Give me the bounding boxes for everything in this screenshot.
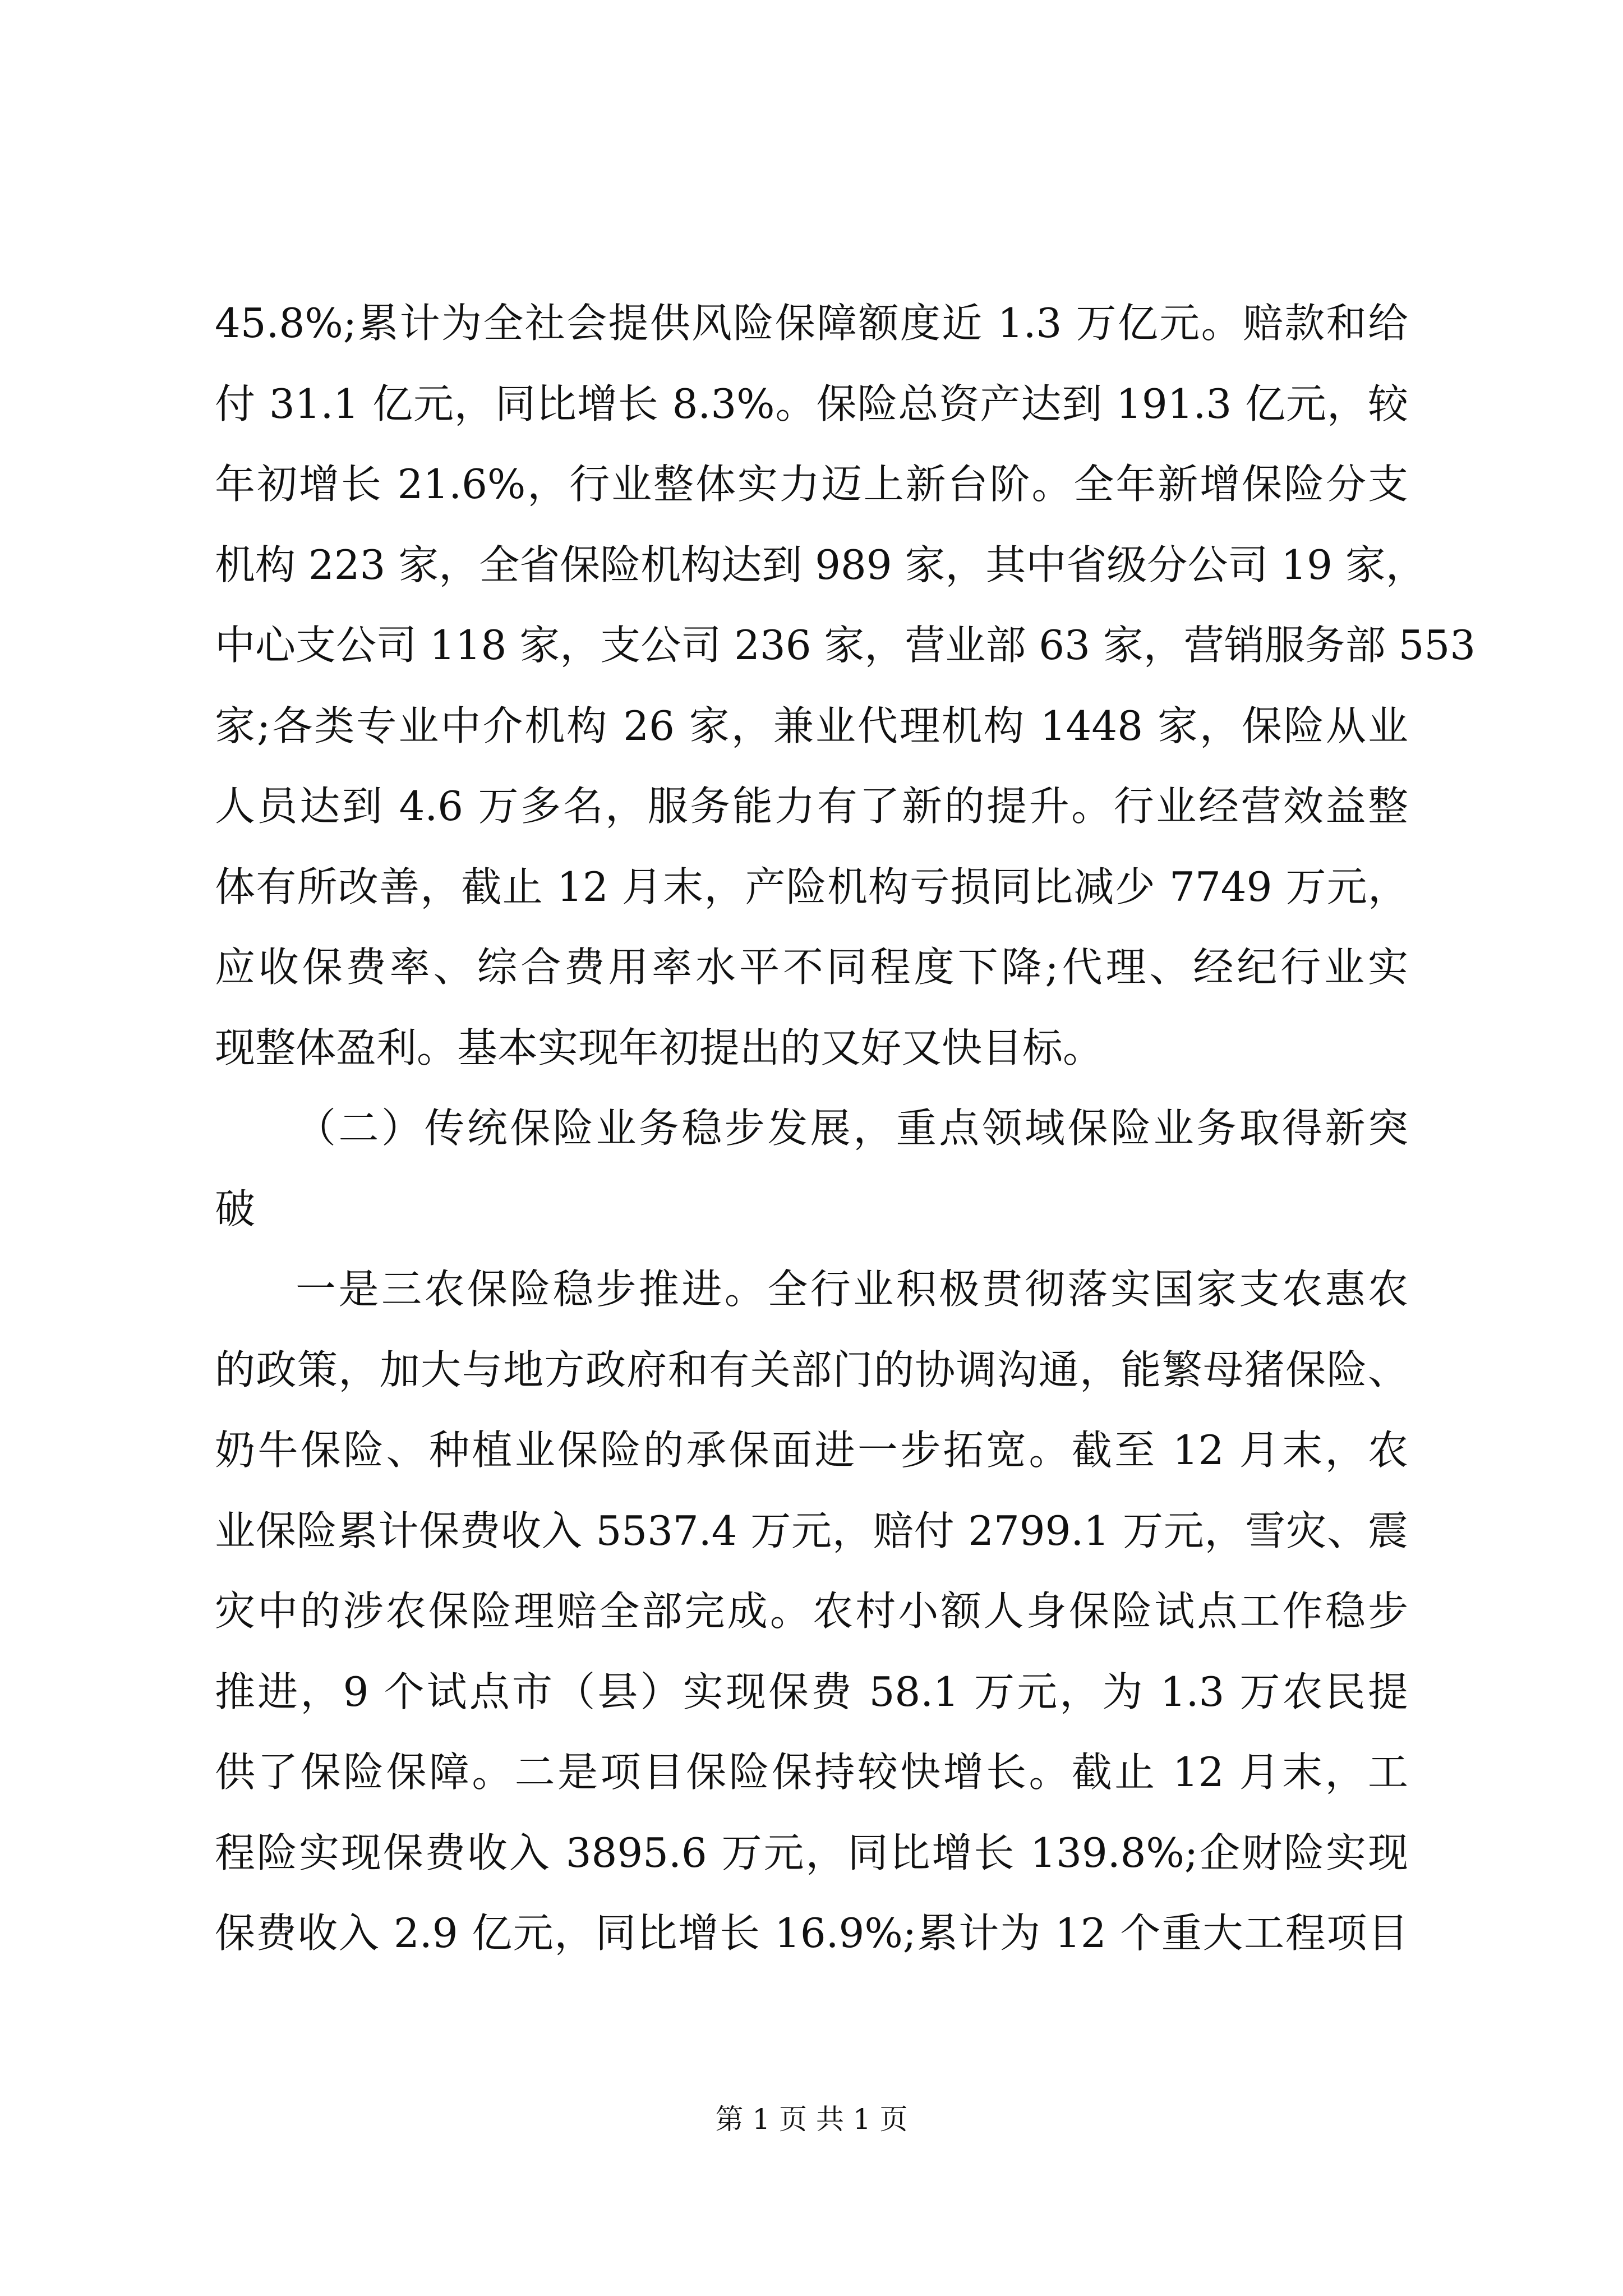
text-line: 付 31.1 亿元，同比增长 8.3%。保险总资产达到 191.3 亿元，较 bbox=[215, 380, 1408, 427]
text-line: 体有所改善，截止 12 月末，产险机构亏损同比减少 7749 万元， bbox=[215, 863, 1408, 910]
text-line: 年初增长 21.6%，行业整体实力迈上新台阶。全年新增保险分支 bbox=[215, 461, 1408, 508]
text-line: 奶牛保险、种植业保险的承保面进一步拓宽。截至 12 月末，农 bbox=[215, 1427, 1408, 1474]
text-line: 人员达到 4.6 万多名，服务能力有了新的提升。行业经营效益整 bbox=[215, 783, 1408, 830]
page-footer: 第 1 页 共 1 页 bbox=[715, 2103, 908, 2136]
text-line: 一是三农保险稳步推进。全行业积极贯彻落实国家支农惠农 bbox=[296, 1266, 1408, 1313]
section-heading: （二）传统保险业务稳步发展，重点领域保险业务取得新突 bbox=[296, 1105, 1408, 1152]
text-line: 供了保险保障。二是项目保险保持较快增长。截止 12 月末，工 bbox=[215, 1749, 1408, 1796]
text-line: 应收保费率、综合费用率水平不同程度下降;代理、经纪行业实 bbox=[215, 944, 1408, 991]
section-heading-continuation: 破 bbox=[215, 1185, 256, 1232]
text-line: 45.8%;累计为全社会提供风险保障额度近 1.3 万亿元。赔款和给 bbox=[215, 300, 1408, 347]
text-line: 保费收入 2.9 亿元，同比增长 16.9%;累计为 12 个重大工程项目 bbox=[215, 1910, 1408, 1957]
text-line: 机构 223 家，全省保险机构达到 989 家，其中省级分公司 19 家， bbox=[215, 541, 1426, 588]
text-line: 中心支公司 118 家，支公司 236 家，营业部 63 家，营销服务部 553 bbox=[215, 622, 1476, 669]
text-line: 家;各类专业中介机构 26 家，兼业代理机构 1448 家，保险从业 bbox=[215, 702, 1408, 749]
body-text bbox=[215, 283, 1476, 1974]
text-line: 推进，9 个试点市（县）实现保费 58.1 万元，为 1.3 万农民提 bbox=[215, 1668, 1408, 1715]
text-line: 灾中的涉农保险理赔全部完成。农村小额人身保险试点工作稳步 bbox=[215, 1588, 1408, 1635]
text-line: 业保险累计保费收入 5537.4 万元，赔付 2799.1 万元，雪灾、震 bbox=[215, 1507, 1408, 1554]
text-line: 程险实现保费收入 3895.6 万元，同比增长 139.8%;企财险实现 bbox=[215, 1829, 1408, 1876]
text-line: 现整体盈利。基本实现年初提出的又好又快目标。 bbox=[215, 1024, 1104, 1071]
text-line: 的政策，加大与地方政府和有关部门的协调沟通，能繁母猪保险、 bbox=[215, 1346, 1408, 1393]
